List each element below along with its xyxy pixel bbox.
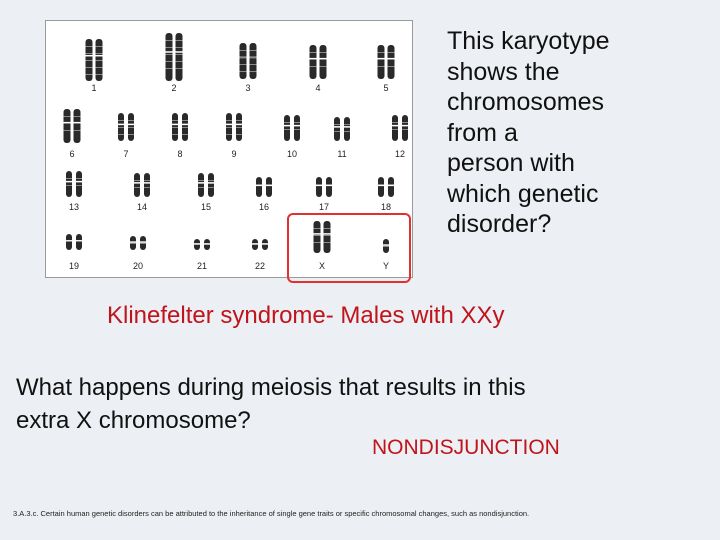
chromosome-label: 4 bbox=[315, 83, 321, 93]
chromosome-21 bbox=[194, 239, 201, 250]
xy-highlight-box bbox=[287, 213, 411, 283]
chromosome-1 bbox=[85, 39, 93, 81]
chromosome-label: 2 bbox=[171, 83, 177, 93]
chromosome-label: 18 bbox=[380, 202, 391, 212]
chromosome-5 bbox=[387, 45, 395, 79]
chromosome-label: X bbox=[318, 261, 325, 271]
chromosome-10 bbox=[284, 115, 291, 141]
chromosome-label: 19 bbox=[68, 261, 79, 271]
chromosome-8 bbox=[172, 113, 179, 141]
chromosome-label: 13 bbox=[68, 202, 79, 212]
answer-text: Klinefelter syndrome- Males with XXy bbox=[107, 302, 505, 329]
chromosome-3 bbox=[249, 43, 257, 79]
chromosome-3 bbox=[239, 43, 247, 79]
chromosome-7 bbox=[128, 113, 135, 141]
chromosome-22 bbox=[262, 239, 269, 250]
question-line: shows the bbox=[447, 57, 560, 86]
chromosome-17 bbox=[326, 177, 333, 197]
chromosome-16 bbox=[256, 177, 263, 197]
question-text bbox=[447, 26, 717, 240]
chromosome-label: 9 bbox=[231, 149, 237, 159]
question-line: which genetic bbox=[447, 179, 599, 208]
standard-footnote: 3.A.3.c. Certain human genetic disorders can be attributed to the inheritance of single gene traits or specific chromosomal changes, such as nondisjunction. bbox=[13, 509, 530, 518]
followup-question bbox=[16, 371, 706, 437]
chromosome-20 bbox=[130, 236, 137, 250]
chromosome-7 bbox=[118, 113, 125, 141]
chromosome-15 bbox=[208, 173, 215, 197]
chromosome-20 bbox=[140, 236, 147, 250]
question-line: This karyotype bbox=[447, 27, 610, 55]
chromosome-2 bbox=[175, 33, 183, 81]
question-line: from a bbox=[447, 118, 518, 147]
chromosome-17 bbox=[316, 177, 323, 197]
followup-line: extra X chromosome? bbox=[16, 407, 251, 434]
chromosome-13 bbox=[66, 171, 73, 197]
chromosome-16 bbox=[266, 177, 273, 197]
chromosome-11 bbox=[344, 117, 351, 141]
chromosome-19 bbox=[76, 234, 83, 250]
chromosome-18 bbox=[388, 177, 395, 197]
question-line: chromosomes bbox=[447, 88, 604, 116]
chromosome-13 bbox=[76, 171, 83, 197]
chromosome-18 bbox=[378, 177, 385, 197]
chromosome-22 bbox=[252, 239, 259, 250]
chromosome-label: 17 bbox=[318, 202, 329, 212]
chromosome-4 bbox=[319, 45, 327, 79]
question-line: disorder? bbox=[447, 210, 552, 238]
chromosome-label: 1 bbox=[91, 83, 97, 93]
chromosome-4 bbox=[309, 45, 317, 79]
chromosome-9 bbox=[226, 113, 233, 141]
chromosome-9 bbox=[236, 113, 243, 141]
chromosome-14 bbox=[134, 173, 141, 197]
chromosome-label: 21 bbox=[196, 261, 207, 271]
chromosome-label: 20 bbox=[132, 261, 143, 271]
chromosome-10 bbox=[294, 115, 301, 141]
chromosome-label: Y bbox=[382, 261, 389, 271]
chromosome-label: 11 bbox=[337, 149, 347, 159]
chromosome-8 bbox=[182, 113, 189, 141]
chromosome-label: 14 bbox=[136, 202, 147, 212]
chromosome-label: 7 bbox=[123, 149, 129, 159]
chromosome-12 bbox=[392, 115, 399, 141]
followup-line: What happens during meiosis that results in this bbox=[16, 374, 526, 401]
chromosome-5 bbox=[377, 45, 385, 79]
question-line: person with bbox=[447, 149, 575, 177]
chromosome-label: 16 bbox=[258, 202, 269, 212]
chromosome-label: 6 bbox=[69, 149, 75, 159]
chromosome-2 bbox=[165, 33, 173, 81]
chromosome-11 bbox=[334, 117, 341, 141]
chromosome-1 bbox=[95, 39, 103, 81]
chromosome-label: 3 bbox=[245, 83, 251, 93]
chromosome-label: 22 bbox=[254, 261, 265, 271]
chromosome-label: 12 bbox=[394, 149, 405, 159]
chromosome-21 bbox=[204, 239, 211, 250]
chromosome-label: 10 bbox=[286, 149, 297, 159]
chromosome-label: 8 bbox=[177, 149, 183, 159]
chromosome-12 bbox=[402, 115, 409, 141]
chromosome-19 bbox=[66, 234, 73, 250]
chromosome-label: 5 bbox=[383, 83, 389, 93]
chromosome-14 bbox=[144, 173, 151, 197]
followup-answer: NONDISJUNCTION bbox=[372, 436, 560, 459]
chromosome-15 bbox=[198, 173, 205, 197]
chromosome-6 bbox=[73, 109, 81, 143]
chromosome-6 bbox=[63, 109, 71, 143]
chromosome-label: 15 bbox=[200, 202, 211, 212]
